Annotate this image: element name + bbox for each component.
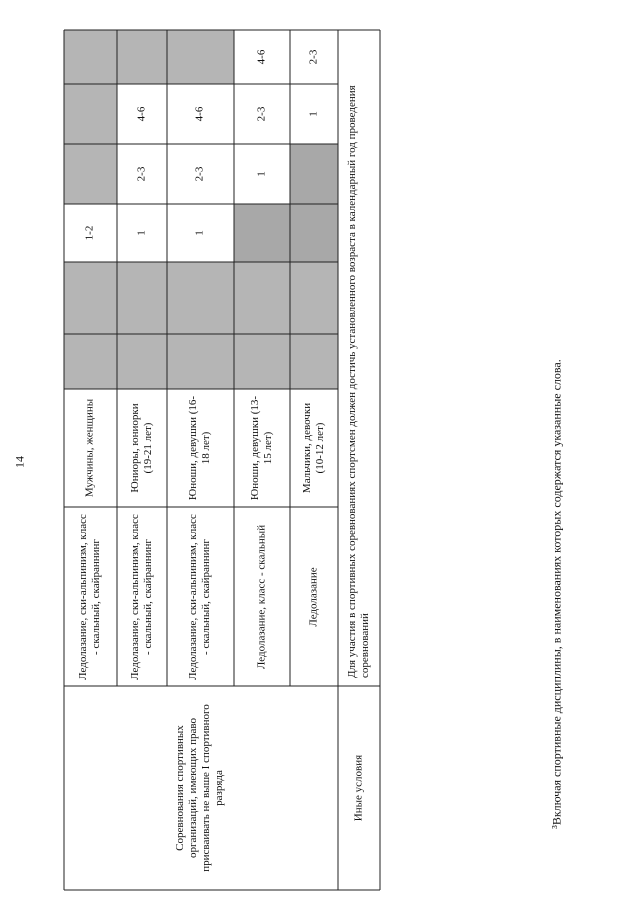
row3-place-1: 1 [193, 230, 206, 236]
row5-place-1: 1 [307, 111, 320, 117]
row2-place-3: 4-6 [135, 106, 148, 122]
row2-place-2: 2-3 [135, 166, 148, 182]
page-number: 14 [12, 456, 27, 468]
row1-group: Мужчины, женщины [83, 398, 96, 498]
row1-discipline: Ледолазание, ски-альпинизм, класс - скальный, скайраннинг [77, 514, 102, 680]
row4-place-1: 1 [255, 171, 268, 177]
row5-place-2: 2-3 [307, 49, 320, 65]
other-conditions-text: Для участия в спортивных соревнованиях спортсмен должен достичь установленного возраста в календарный год проведения соревнований [346, 85, 371, 678]
row3-group: Юноши, девушки (16-18 лет) [187, 395, 212, 501]
footnote: ³Включая спортивные дисциплины, в наименованиях которых содержатся указанные слова. [549, 359, 564, 829]
row1-place: 1-2 [83, 225, 96, 241]
row3-discipline: Ледолазание, ски-альпинизм, класс - скальный, скайраннинг [187, 514, 212, 680]
row4-group: Юноши, девушки (13-15 лет) [249, 395, 274, 501]
row4-place-2: 2-3 [255, 106, 268, 122]
row4-discipline: Ледолазание, класс - скальный [255, 524, 268, 670]
section-label: Соревнования спортивных организаций, имеющих право присваивать не выше I спортивного разряда [174, 704, 225, 872]
row3-place-3: 4-6 [193, 106, 206, 122]
row2-discipline: Ледолазание, ски-альпинизм, класс - скальный, скайраннинг [129, 514, 154, 680]
other-conditions-label: Иные условия [352, 754, 365, 822]
row2-place-1: 1 [135, 230, 148, 236]
row4-place-3: 4-6 [255, 49, 268, 65]
row5-discipline: Ледолазание [307, 567, 320, 627]
shaded-cells [64, 30, 338, 389]
row5-group: Мальчики, девочки (10-12 лет) [301, 402, 326, 494]
row3-place-2: 2-3 [193, 166, 206, 182]
row2-group: Юниоры, юниорки (19-21 лет) [129, 403, 154, 493]
